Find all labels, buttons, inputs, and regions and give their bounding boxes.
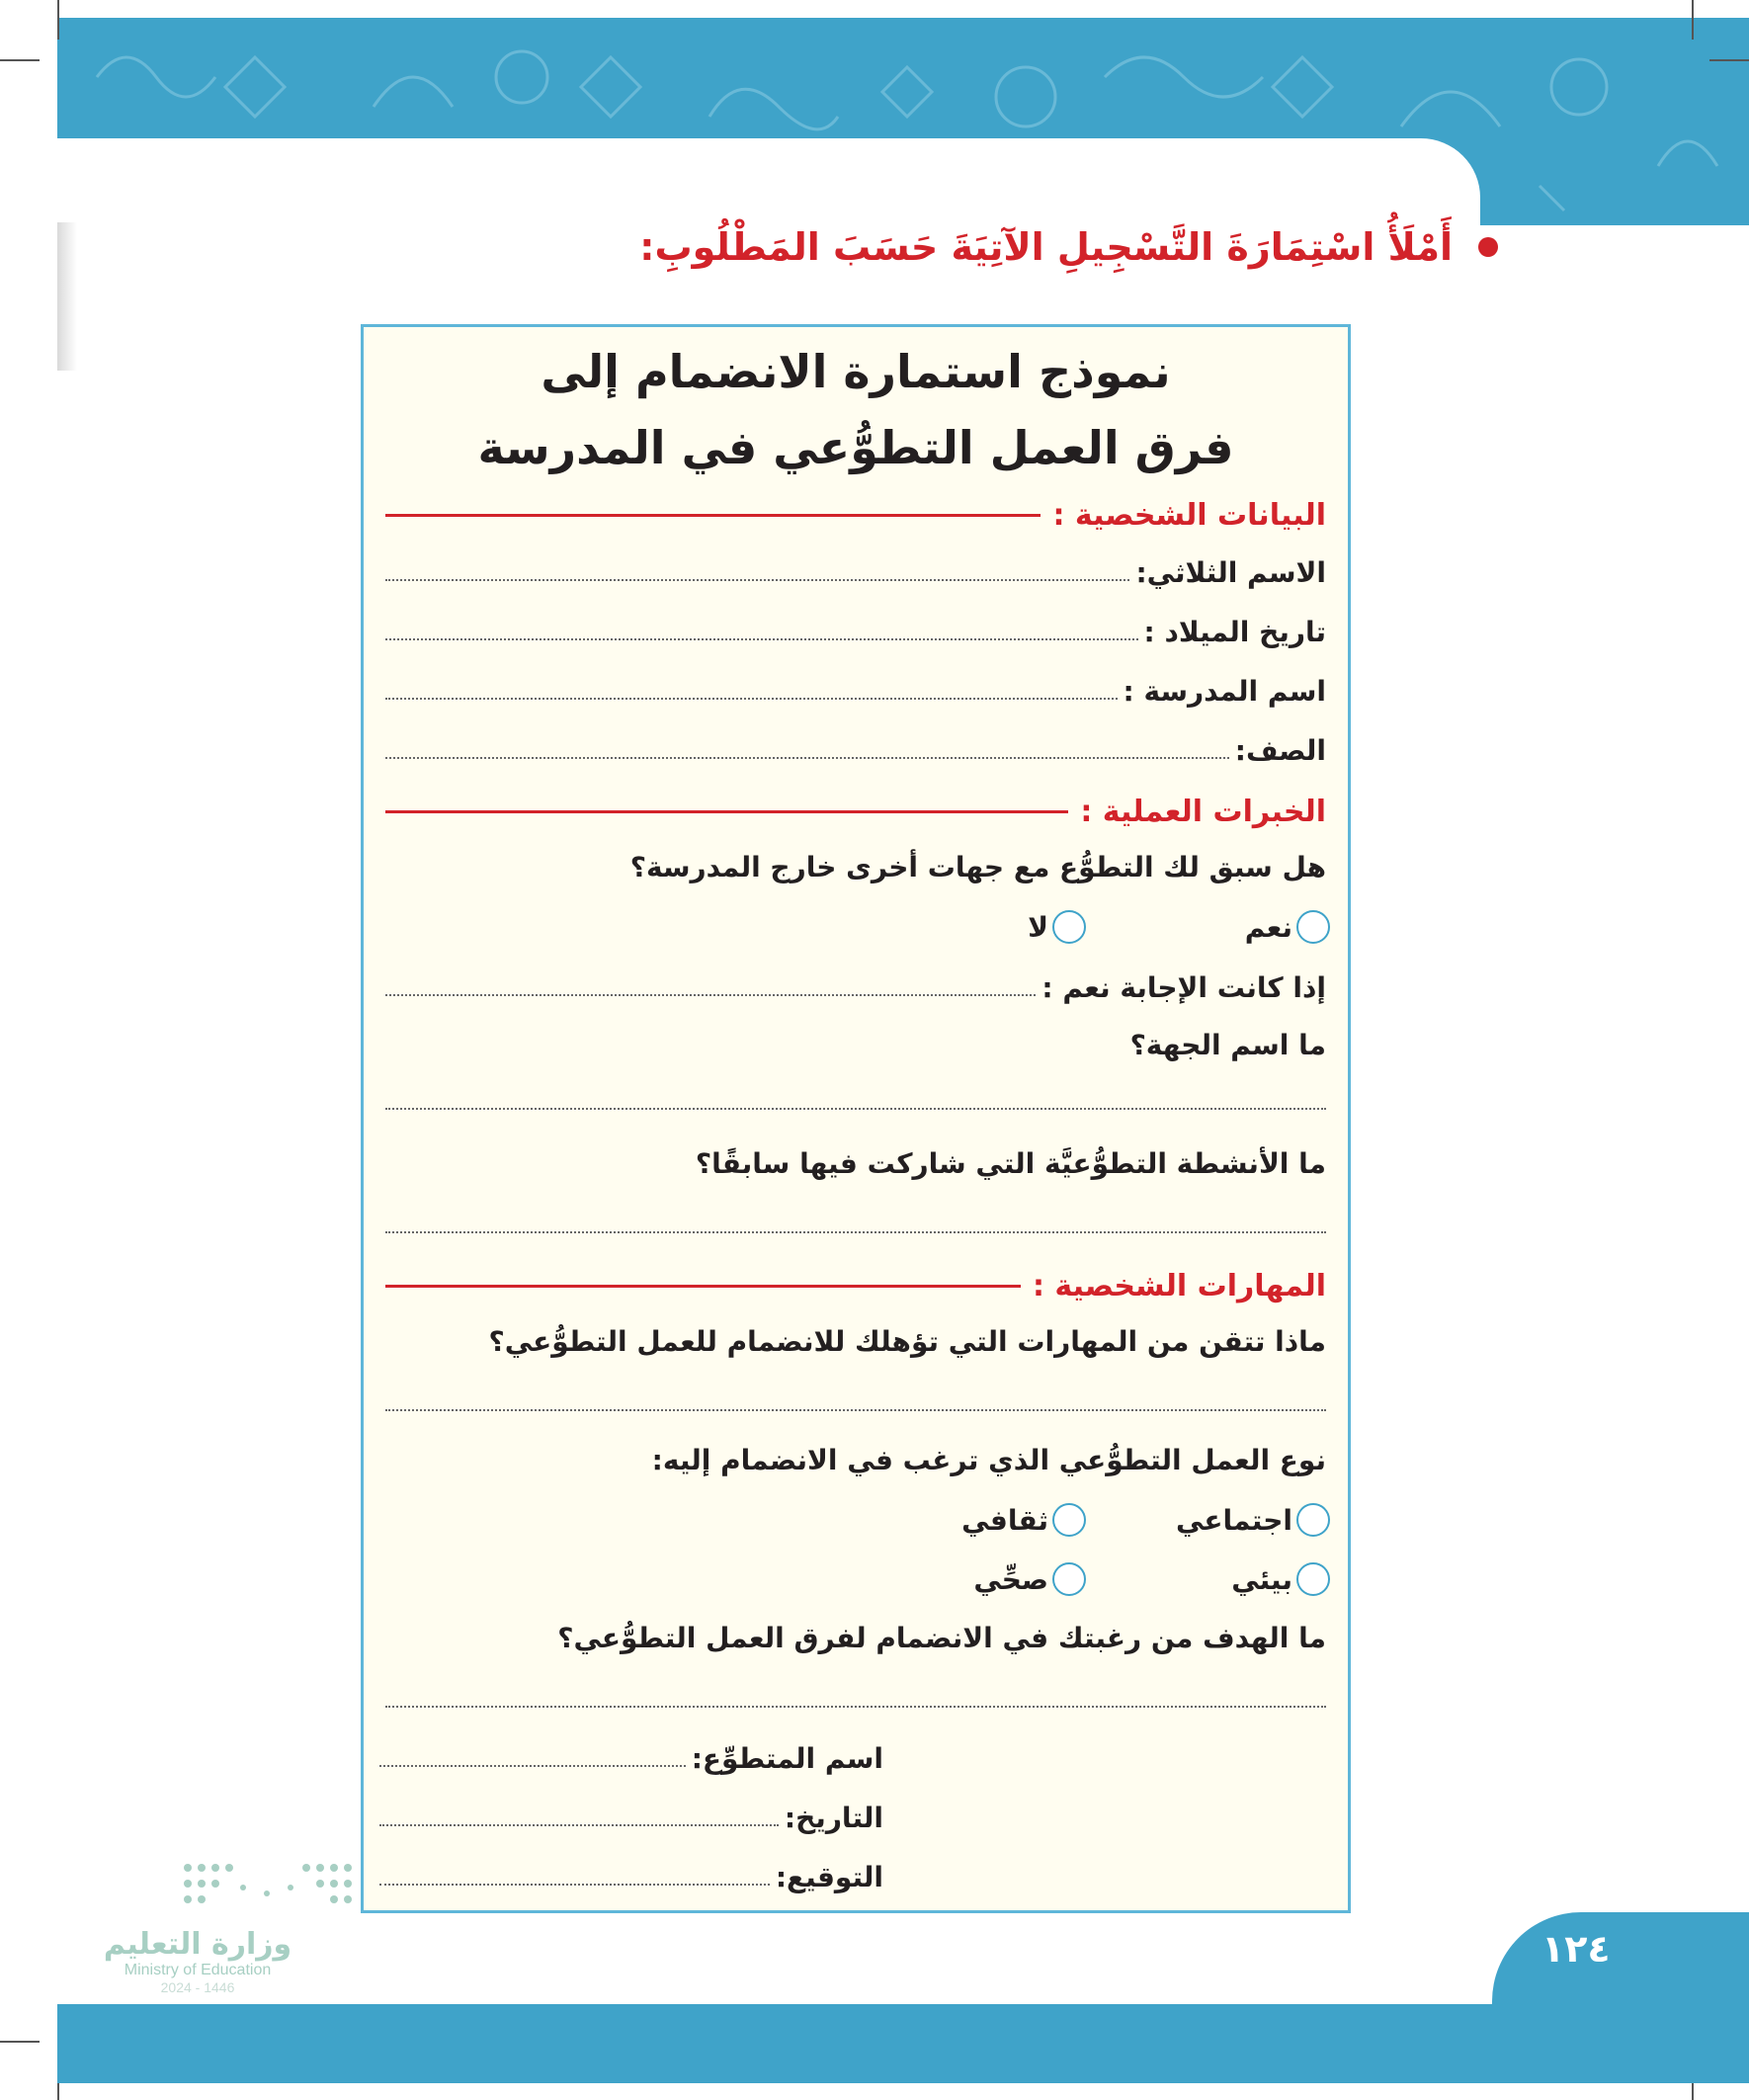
crop-mark <box>0 2041 40 2043</box>
crop-mark <box>1709 59 1749 61</box>
signature-input-line[interactable] <box>379 1884 770 1886</box>
registration-form <box>361 324 1351 1913</box>
birth-date-field[interactable] <box>385 609 1326 648</box>
activities-answer-line[interactable] <box>385 1231 1326 1233</box>
ministry-year: 2024 - 1446 <box>160 1979 235 1995</box>
crop-mark <box>0 59 40 61</box>
full-name-label: الاسم الثلاثي: <box>1135 556 1326 589</box>
page-edge-shadow <box>57 222 77 371</box>
full-name-field[interactable] <box>385 549 1326 589</box>
if-yes-field[interactable] <box>385 965 1326 1004</box>
section-skills <box>385 1266 1326 1305</box>
org-name-answer-line[interactable] <box>385 1108 1326 1110</box>
volunteer-name-input-line[interactable] <box>379 1765 686 1767</box>
radio-health[interactable] <box>1052 1562 1086 1596</box>
instruction-text: أَمْلَأُ اسْتِمَارَةَ التَّسْجِيلِ الآتِيَةَ حَسَبَ المَطْلُوبِ: <box>639 225 1453 269</box>
option-cultural-label: ثقافي <box>961 1503 1048 1537</box>
section-skills-heading: المهارات الشخصية : <box>1032 1268 1326 1303</box>
grade-field[interactable] <box>385 727 1326 767</box>
option-yes-label: نعم <box>1244 910 1292 944</box>
goal-answer-line[interactable] <box>385 1706 1326 1708</box>
school-name-field[interactable] <box>385 668 1326 708</box>
date-label: التاريخ: <box>784 1802 883 1834</box>
radio-cultural[interactable] <box>1052 1503 1086 1537</box>
radio-no[interactable] <box>1052 910 1086 944</box>
section-personal-heading: البيانات الشخصية : <box>1052 497 1326 533</box>
volunteer-type-question: نوع العمل التطوُّعي الذي ترغب في الانضمام إليه: <box>651 1444 1326 1476</box>
section-experience <box>385 792 1326 831</box>
option-health[interactable] <box>973 1562 1086 1596</box>
ministry-name-en: Ministry of Education <box>124 1962 272 1978</box>
form-title-line2: فرق العمل التطوُّعي في المدرسة <box>477 421 1234 474</box>
signature-field[interactable] <box>379 1854 883 1893</box>
skills-question: ماذا تتقن من المهارات التي تؤهلك للانضمام للعمل التطوُّعي؟ <box>488 1325 1326 1358</box>
section-experience-heading: الخبرات العملية : <box>1080 794 1326 829</box>
date-input-line[interactable] <box>379 1824 779 1826</box>
prior-volunteering-question: هل سبق لك التطوُّع مع جهات أخرى خارج المدرسة؟ <box>629 851 1326 883</box>
option-yes[interactable] <box>1245 910 1330 944</box>
volunteer-name-field[interactable] <box>379 1735 883 1775</box>
section-divider <box>385 514 1041 517</box>
crop-mark <box>57 0 59 40</box>
section-divider <box>385 1285 1021 1288</box>
signature-label: التوقيع: <box>775 1861 883 1893</box>
option-social[interactable] <box>1176 1503 1330 1537</box>
birth-date-label: تاريخ الميلاد : <box>1143 616 1326 648</box>
ministry-name-ar: وزارة التعليم <box>103 1927 292 1962</box>
option-environmental-label: بيئي <box>1231 1562 1292 1596</box>
option-health-label: صحِّي <box>973 1562 1048 1596</box>
volunteer-name-label: اسم المتطوِّع: <box>691 1742 883 1775</box>
goal-question: ما الهدف من رغبتك في الانضمام لفرق العمل التطوُّعي؟ <box>557 1622 1326 1654</box>
date-field[interactable] <box>379 1795 883 1834</box>
page-number: ١٢٤ <box>1541 1927 1611 1971</box>
radio-social[interactable] <box>1296 1503 1330 1537</box>
option-no[interactable] <box>1028 910 1086 944</box>
form-title-line1: نموذج استمارة الانضمام إلى <box>541 345 1171 398</box>
if-yes-label: إذا كانت الإجابة نعم : <box>1041 971 1326 1004</box>
option-environmental[interactable] <box>1231 1562 1330 1596</box>
ministry-branding <box>99 1853 296 1995</box>
school-name-label: اسم المدرسة : <box>1123 675 1326 708</box>
skills-answer-line[interactable] <box>385 1409 1326 1411</box>
birth-date-input-line[interactable] <box>385 638 1138 640</box>
section-divider <box>385 810 1068 813</box>
full-name-input-line[interactable] <box>385 579 1129 581</box>
crop-mark <box>1692 0 1694 40</box>
grade-input-line[interactable] <box>385 757 1229 759</box>
activities-question: ما الأنشطة التطوُّعيَّة التي شاركت فيها سابقًا؟ <box>695 1147 1326 1180</box>
footer-band <box>57 2004 1749 2083</box>
school-name-input-line[interactable] <box>385 698 1118 700</box>
option-no-label: لا <box>1028 910 1048 944</box>
option-social-label: اجتماعي <box>1176 1503 1292 1537</box>
bullet-icon <box>1478 237 1498 257</box>
radio-yes[interactable] <box>1296 910 1330 944</box>
org-name-question: ما اسم الجهة؟ <box>1129 1029 1326 1061</box>
if-yes-input-line[interactable] <box>385 994 1036 996</box>
radio-environmental[interactable] <box>1296 1562 1330 1596</box>
grade-label: الصف: <box>1234 734 1326 767</box>
option-cultural[interactable] <box>961 1503 1086 1537</box>
section-personal <box>385 495 1326 535</box>
